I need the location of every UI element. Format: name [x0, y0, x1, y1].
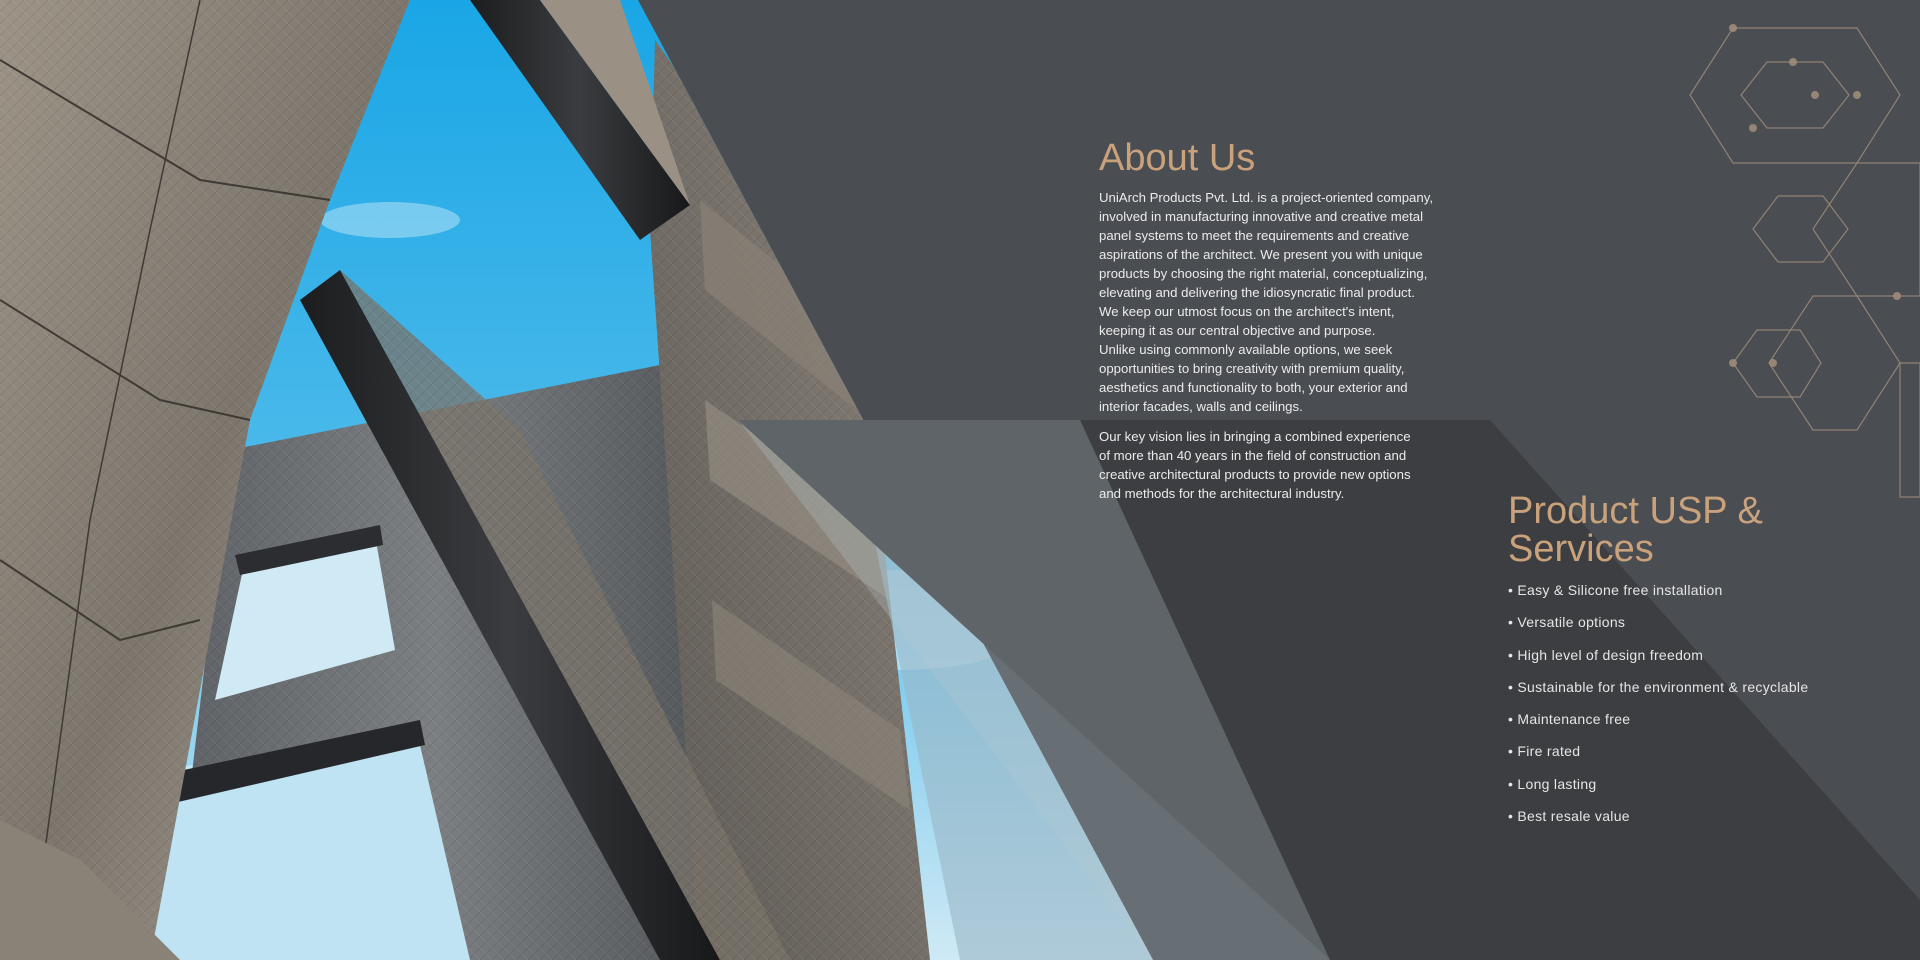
usp-list	[1508, 582, 1808, 840]
list-item: • Sustainable for the environment & recyclable	[1508, 678, 1809, 695]
usp-heading: Product USP & Services	[1508, 490, 1763, 570]
list-item: • High level of design freedom	[1508, 646, 1704, 663]
about-paragraph-2: Our key vision lies in bringing a combined experience of more than 40 years in the field of construction and creative architectural products to provide new options and methods for the architectural industry.	[1099, 429, 1411, 501]
about-paragraph-1: UniArch Products Pvt. Ltd. is a project-oriented company, involved in manufacturing innovative and creative metal panel systems to meet the requirements and creative aspirations of the architect. We present you with unique products by choosing the right material, conceptualizing, elevating and delivering the idiosyncratic final product. We keep our utmost focus on the architect's intent, keeping it as our central objective and purpose. Unlike using commonly available options, we seek opportunities to bring creativity with premium quality, aesthetics and functionality to both, your exterior and interior facades, walls and ceilings.	[1099, 190, 1433, 414]
about-us-heading: About Us	[1099, 137, 1256, 179]
list-item: • Best resale value	[1508, 808, 1630, 825]
list-item: • Maintenance free	[1508, 711, 1631, 728]
list-item: • Easy & Silicone free installation	[1508, 582, 1723, 598]
list-item: • Fire rated	[1508, 743, 1581, 760]
list-item: • Long lasting	[1508, 775, 1597, 792]
list-item: • Versatile options	[1508, 614, 1626, 631]
